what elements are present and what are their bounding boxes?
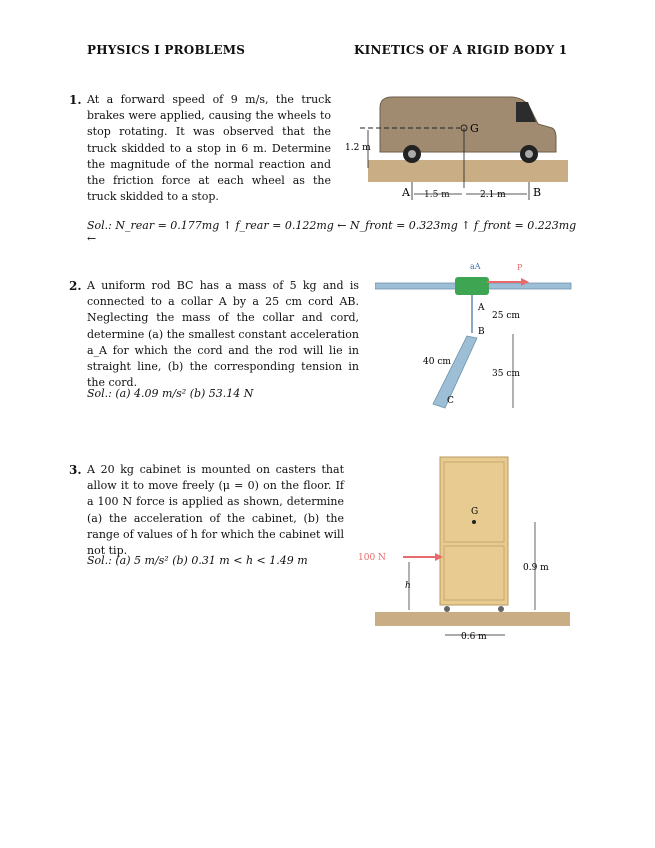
dim-1-5: 1.5 m <box>424 190 450 200</box>
rod <box>433 336 477 408</box>
cord-length-label: 25 cm <box>492 311 520 321</box>
aA-label: aA <box>470 262 481 271</box>
a-point-label: A <box>478 303 485 313</box>
rod-collar-figure <box>375 258 575 413</box>
height-label: 1.2 m <box>345 143 371 153</box>
problem-3-number: 3. <box>69 463 82 477</box>
a-label: A <box>402 186 410 199</box>
truck-window <box>516 102 536 122</box>
h-label: h <box>405 581 411 591</box>
header-left: PHYSICS I PROBLEMS <box>87 43 246 57</box>
b-label: B <box>533 186 542 199</box>
width-label: 0.6 m <box>461 632 487 642</box>
height-label-2: 35 cm <box>492 369 520 379</box>
problem-2-solution: Sol.: (a) 4.09 m/s² (b) 53.14 N <box>87 387 254 400</box>
problem-1-number: 1. <box>69 93 82 107</box>
cabinet-figure <box>355 452 570 647</box>
rod-length-label: 40 cm <box>423 357 451 367</box>
collar <box>455 277 489 295</box>
problem-1-text: At a forward speed of 9 m/s, the truck brakes were applied, causing the wheels to stop rotating. It was observed that the truck skidded to a stop in 6 m. Determine the magnitude of the normal reaction and the friction force at each wheel as the truck skidded to a stop. <box>87 93 331 204</box>
height-label-3: 0.9 m <box>523 563 549 573</box>
floor <box>375 612 570 626</box>
problem-2-text: A uniform rod BC has a mass of 5 kg and is connected to a collar A by a 25 cm cord AB. Neglecting the mass of the collar and cord, determine (a) the smallest constant acceleration a_A for which the cord and the rod will lie in straight line, (b) the corresponding tension in the cord. <box>87 279 359 390</box>
b-point-label: B <box>478 327 485 337</box>
problem-3-solution: Sol.: (a) 5 m/s² (b) 0.31 m < h < 1.49 m <box>87 554 308 567</box>
p-label: P <box>517 263 523 272</box>
dim-2-1: 2.1 m <box>480 190 506 200</box>
force-label: 100 N <box>358 553 386 563</box>
problem-2-number: 2. <box>69 279 82 293</box>
problem-1-solution: Sol.: N_rear = 0.177mg ↑ f_rear = 0.122mg ← N_front = 0.323mg ↑ f_front = 0.223mg ← <box>87 219 577 245</box>
cabinet <box>440 457 508 605</box>
c-point-label: C <box>447 396 454 406</box>
caster-left <box>444 606 450 612</box>
problem-3-text: A 20 kg cabinet is mounted on casters that allow it to move freely (μ = 0) on the floor. If a 100 N force is applied as shown, determine (a) the acceleration of the cabinet, (b) the range of values of h for which the cabinet will not tip. <box>87 463 344 558</box>
caster-right <box>498 606 504 612</box>
header-right: KINETICS OF A RIGID BODY 1 <box>354 43 568 57</box>
ground <box>368 160 568 182</box>
truck-body <box>380 97 556 152</box>
g-label: G <box>470 122 479 135</box>
truck-figure <box>340 88 570 210</box>
g-point-label: G <box>471 507 479 517</box>
